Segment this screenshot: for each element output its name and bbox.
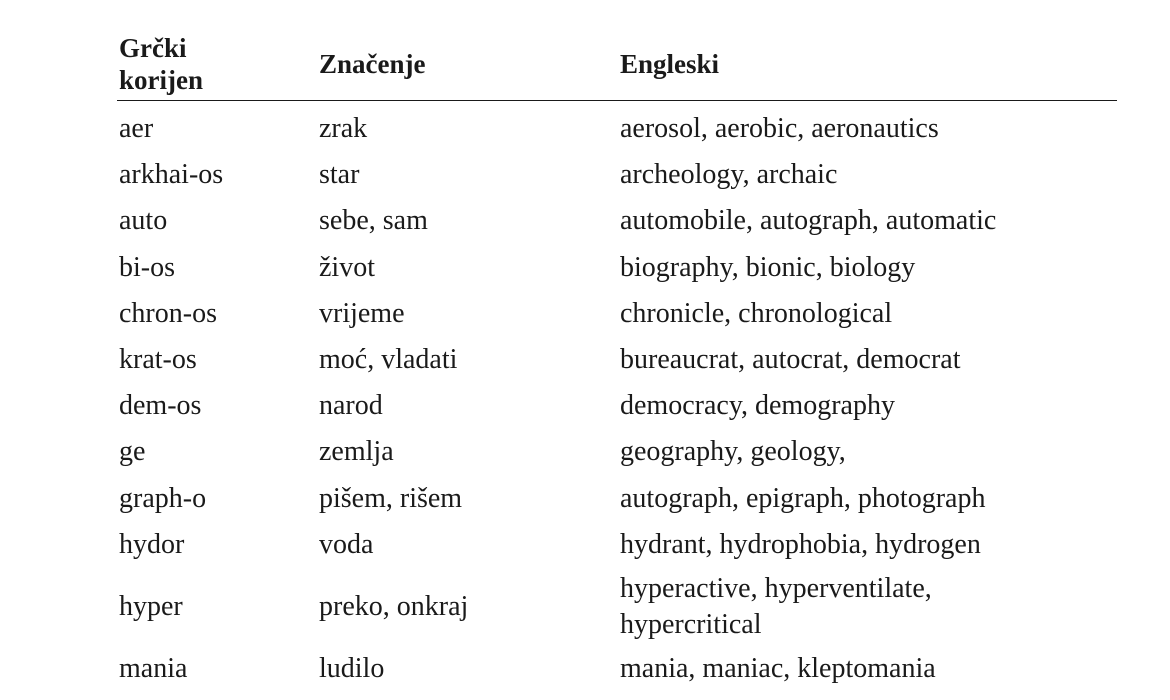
cell-english: automobile, autograph, automatic bbox=[620, 205, 997, 237]
cell-root: aer bbox=[119, 113, 154, 145]
cell-english: mania, maniac, kleptomania bbox=[620, 652, 936, 684]
cell-root: hyper bbox=[119, 590, 183, 622]
cell-meaning: moć, vladati bbox=[319, 344, 458, 376]
cell-meaning: zrak bbox=[319, 113, 368, 145]
cell-english: chronicle, chronological bbox=[620, 297, 893, 329]
cell-english: biography, bionic, biology bbox=[620, 251, 916, 283]
table-row bbox=[117, 198, 1117, 244]
cell-root: graph-o bbox=[119, 482, 207, 514]
cell-meaning: vrijeme bbox=[319, 297, 405, 329]
cell-root: arkhai-os bbox=[119, 159, 224, 191]
table-row bbox=[117, 245, 1117, 291]
cell-root: chron-os bbox=[119, 297, 217, 329]
cell-root: bi-os bbox=[119, 251, 175, 283]
cell-meaning: život bbox=[319, 251, 375, 283]
cell-root: dem-os bbox=[119, 390, 202, 422]
table-row bbox=[117, 429, 1117, 475]
table-row bbox=[117, 337, 1117, 383]
table-header bbox=[117, 28, 1117, 101]
cell-meaning: pišem, rišem bbox=[319, 482, 463, 514]
cell-root: krat-os bbox=[119, 344, 197, 376]
cell-root: auto bbox=[119, 205, 168, 237]
header-root: Grčki korijen bbox=[119, 33, 203, 95]
cell-english: hyperactive, hyperventilate, hypercritical bbox=[620, 572, 932, 640]
cell-meaning: ludilo bbox=[319, 652, 385, 684]
cell-meaning: star bbox=[319, 159, 360, 191]
table-row bbox=[117, 383, 1117, 429]
cell-root: hydor bbox=[119, 528, 185, 560]
greek-roots-table bbox=[117, 28, 1117, 692]
cell-english: aerosol, aerobic, aeronautics bbox=[620, 113, 939, 145]
cell-meaning: voda bbox=[319, 528, 374, 560]
cell-english: archeology, archaic bbox=[620, 159, 838, 191]
header-meaning: Značenje bbox=[319, 49, 426, 79]
table-row bbox=[117, 476, 1117, 522]
table-row bbox=[117, 568, 1117, 646]
cell-english: hydrant, hydrophobia, hydrogen bbox=[620, 528, 981, 560]
cell-meaning: preko, onkraj bbox=[319, 590, 469, 622]
cell-meaning: narod bbox=[319, 390, 383, 422]
cell-meaning: zemlja bbox=[319, 436, 394, 468]
table-row bbox=[117, 522, 1117, 568]
table-row bbox=[117, 291, 1117, 337]
table-row bbox=[117, 152, 1117, 198]
cell-meaning: sebe, sam bbox=[319, 205, 428, 237]
cell-english: democracy, demography bbox=[620, 390, 895, 422]
cell-root: mania bbox=[119, 652, 188, 684]
header-english: Engleski bbox=[620, 49, 720, 79]
cell-english: geography, geology, bbox=[620, 436, 846, 468]
cell-english: autograph, epigraph, photograph bbox=[620, 482, 986, 514]
table-row bbox=[117, 646, 1117, 692]
cell-root: ge bbox=[119, 436, 146, 468]
cell-english: bureaucrat, autocrat, democrat bbox=[620, 344, 961, 376]
table-row bbox=[117, 106, 1117, 152]
